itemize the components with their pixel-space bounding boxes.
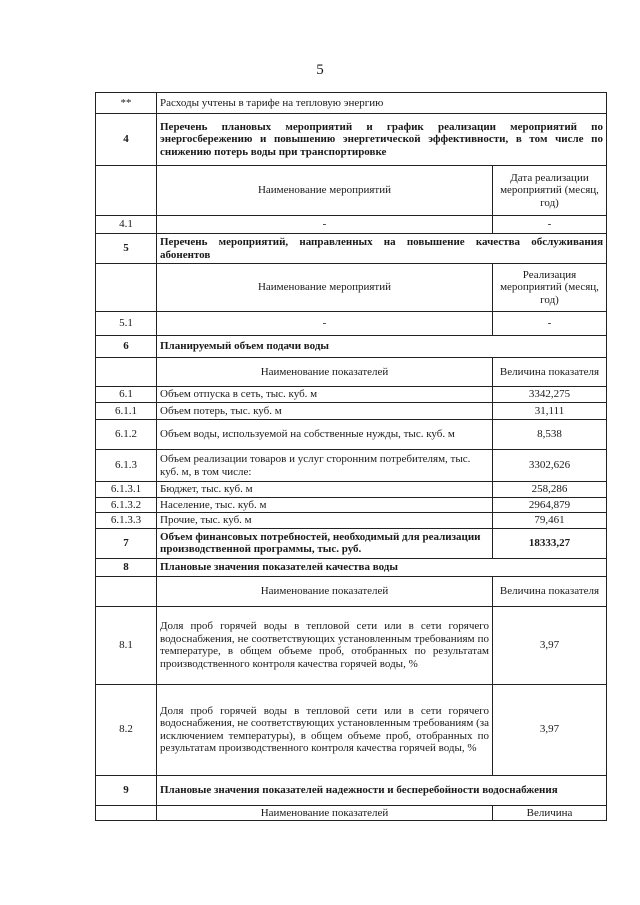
column-header-value: Величина показателя	[493, 576, 607, 606]
section-title: Перечень мероприятий, направленных на повышение качества обслуживания абонентов	[157, 234, 607, 264]
row-number: 5.1	[96, 312, 157, 336]
row-name: Прочие, тыс. куб. м	[157, 513, 493, 529]
section-header-row	[96, 336, 607, 358]
column-header-value: Реализация мероприятий (месяц, год)	[493, 264, 607, 312]
section-title: Планируемый объем подачи воды	[157, 336, 607, 358]
production-program-table	[95, 92, 607, 821]
row-number: **	[96, 93, 157, 114]
row-number: 6.1.1	[96, 403, 157, 420]
column-header-row	[96, 805, 607, 821]
row-value: 3,97	[493, 684, 607, 775]
row-name: Объем воды, используемой на собственные нужды, тыс. куб. м	[157, 420, 493, 450]
row-number: 8.2	[96, 684, 157, 775]
row-name: Объем потерь, тыс. куб. м	[157, 403, 493, 420]
section-number: 8	[96, 558, 157, 576]
row-number: 6.1.2	[96, 420, 157, 450]
row-value: 3342,275	[493, 387, 607, 403]
row-number: 6.1.3.3	[96, 513, 157, 529]
column-header-value: Величина показателя	[493, 358, 607, 387]
row-number: 6.1.3.2	[96, 497, 157, 513]
table-row	[96, 93, 607, 114]
column-header-name: Наименование показателей	[157, 576, 493, 606]
row-text: Расходы учтены в тарифе на тепловую энергию	[157, 93, 607, 114]
row-value: 258,286	[493, 482, 607, 498]
table-row	[96, 403, 607, 420]
column-header-value: Дата реализации мероприятий (месяц, год)	[493, 166, 607, 216]
row-name: -	[157, 216, 493, 234]
row-name: Население, тыс. куб. м	[157, 497, 493, 513]
table-row	[96, 606, 607, 684]
table-row	[96, 497, 607, 513]
row-value: -	[493, 312, 607, 336]
row-number: 6.1	[96, 387, 157, 403]
row-value: 2964,879	[493, 497, 607, 513]
row-value: 8,538	[493, 420, 607, 450]
column-header-row	[96, 576, 607, 606]
row-name: Доля проб горячей воды в тепловой сети или в сети горячего водоснабжения, не соответствующих установленным требованиям (за исключением температуры), в общем объеме проб, отобранных по результатам производственного контроля качества горячей воды, %	[157, 684, 493, 775]
section-title: Перечень плановых мероприятий и график реализации мероприятий по энергосбережению и повышению энергетической эффективности, в том числе по снижению потерь воды при транспортировке	[157, 114, 607, 166]
column-header-row	[96, 264, 607, 312]
column-header-value: Величина	[493, 805, 607, 821]
section-number: 5	[96, 234, 157, 264]
row-number: 8.1	[96, 606, 157, 684]
column-header-name: Наименование показателей	[157, 358, 493, 387]
section-number: 7	[96, 528, 157, 558]
row-value: 18333,27	[493, 528, 607, 558]
table-row	[96, 312, 607, 336]
section-title: Объем финансовых потребностей, необходимый для реализации производственной программы, тыс. руб.	[157, 528, 493, 558]
section-number: 9	[96, 775, 157, 805]
table-row	[96, 450, 607, 482]
column-header-row	[96, 358, 607, 387]
column-header-name: Наименование показателей	[157, 805, 493, 821]
column-header-name: Наименование мероприятий	[157, 264, 493, 312]
table-row	[96, 387, 607, 403]
table-row	[96, 420, 607, 450]
section-title: Плановые значения показателей качества воды	[157, 558, 607, 576]
row-value: 79,461	[493, 513, 607, 529]
section-header-row	[96, 558, 607, 576]
row-name: Объем отпуска в сеть, тыс. куб. м	[157, 387, 493, 403]
page-number: 5	[316, 62, 324, 78]
row-value: 3,97	[493, 606, 607, 684]
row-name: Доля проб горячей воды в тепловой сети или в сети горячего водоснабжения, не соответствующих установленным требованиям по температуре, в общем объеме проб, отобранных по результатам производственного контроля качества горячей воды, %	[157, 606, 493, 684]
table-row	[96, 684, 607, 775]
table-row	[96, 216, 607, 234]
row-number: 6.1.3	[96, 450, 157, 482]
section-number: 6	[96, 336, 157, 358]
section-number: 4	[96, 114, 157, 166]
section-header-row	[96, 528, 607, 558]
table-row	[96, 513, 607, 529]
row-value: 31,111	[493, 403, 607, 420]
row-number: 4.1	[96, 216, 157, 234]
row-value: 3302,626	[493, 450, 607, 482]
row-name: Объем реализации товаров и услуг сторонним потребителям, тыс. куб. м, в том числе:	[157, 450, 493, 482]
row-name: Бюджет, тыс. куб. м	[157, 482, 493, 498]
row-name: -	[157, 312, 493, 336]
section-header-row	[96, 775, 607, 805]
column-header-name: Наименование мероприятий	[157, 166, 493, 216]
row-number: 6.1.3.1	[96, 482, 157, 498]
section-header-row	[96, 114, 607, 166]
table-row	[96, 482, 607, 498]
section-title: Плановые значения показателей надежности и бесперебойности водоснабжения	[157, 775, 607, 805]
row-value: -	[493, 216, 607, 234]
column-header-row	[96, 166, 607, 216]
section-header-row	[96, 234, 607, 264]
